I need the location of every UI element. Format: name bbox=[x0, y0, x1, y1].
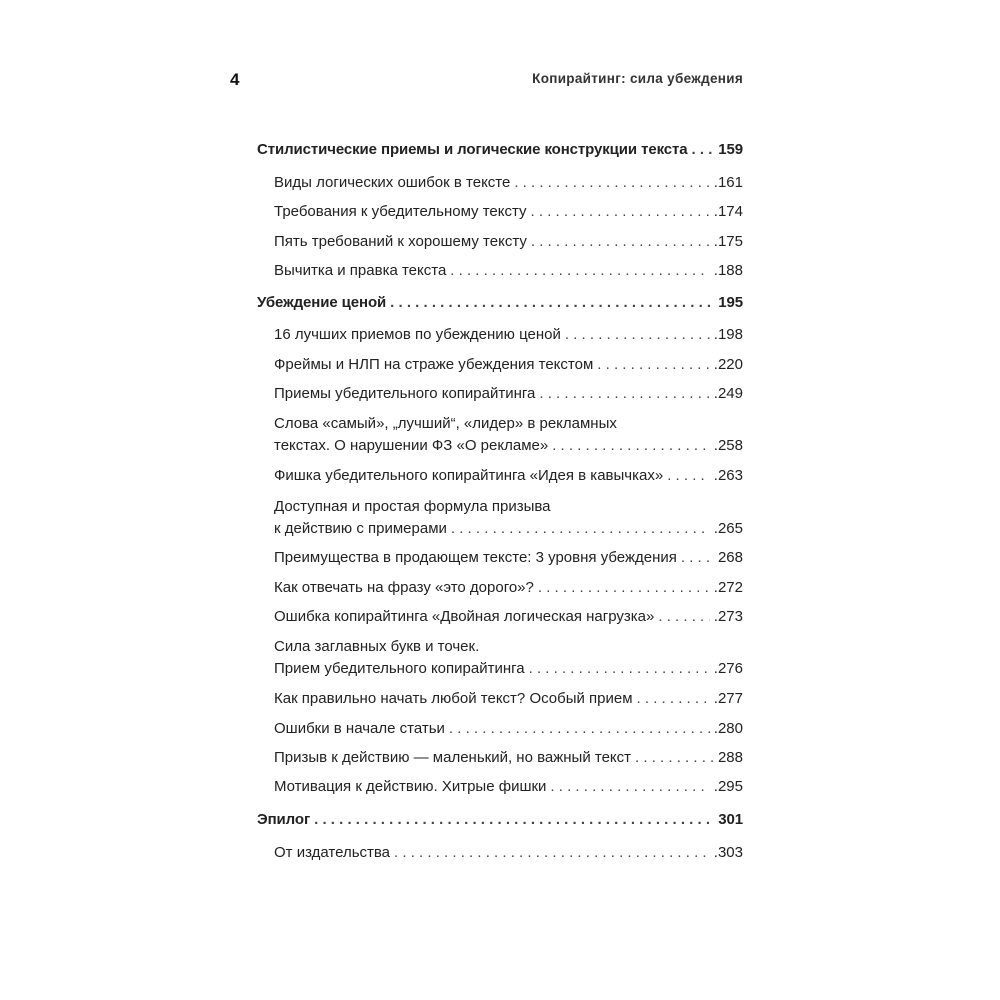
toc-title-line1: Доступная и простая формула призыва bbox=[274, 498, 551, 515]
toc-page: .280 bbox=[713, 720, 743, 737]
toc-page: .175 bbox=[713, 233, 743, 250]
toc-leader bbox=[552, 435, 710, 457]
toc-section-epilogue[interactable] bbox=[257, 809, 743, 831]
toc-page: 301 bbox=[718, 811, 743, 828]
toc-item[interactable] bbox=[274, 606, 743, 628]
toc-page: .258 bbox=[713, 437, 743, 454]
toc-title: Преимущества в продающем тексте: 3 уровня убеждения bbox=[274, 549, 677, 566]
toc-item[interactable] bbox=[274, 354, 743, 376]
toc-page: .303 bbox=[713, 844, 743, 861]
toc-title: Прием убедительного копирайтинга bbox=[274, 660, 525, 677]
toc-item[interactable] bbox=[274, 383, 743, 405]
toc-leader bbox=[637, 688, 710, 710]
toc-leader bbox=[692, 139, 715, 161]
toc-item[interactable] bbox=[274, 465, 743, 487]
toc-page: .198 bbox=[713, 326, 743, 343]
toc-title: Как правильно начать любой текст? Особый прием bbox=[274, 690, 633, 707]
running-title: Копирайтинг: сила убеждения bbox=[532, 71, 743, 86]
toc-title: Ошибка копирайтинга «Двойная логическая нагрузка» bbox=[274, 608, 655, 625]
toc-page: .265 bbox=[713, 520, 743, 537]
toc-title: Как отвечать на фразу «это дорого»? bbox=[274, 579, 534, 596]
toc-leader bbox=[531, 231, 710, 253]
toc-section-price[interactable] bbox=[257, 292, 743, 314]
toc-title: Мотивация к действию. Хитрые фишки bbox=[274, 778, 547, 795]
toc-page: .276 bbox=[713, 660, 743, 677]
toc-page: 268 bbox=[717, 549, 743, 566]
toc-title: Приемы убедительного копирайтинга bbox=[274, 385, 536, 402]
toc-leader bbox=[565, 324, 710, 346]
toc-leader bbox=[514, 172, 709, 194]
toc-title: к действию с примерами bbox=[274, 520, 447, 537]
toc-leader bbox=[390, 292, 714, 314]
toc-item[interactable] bbox=[274, 260, 743, 282]
toc-leader bbox=[451, 518, 710, 540]
toc-page: .188 bbox=[713, 262, 743, 279]
toc-item[interactable] bbox=[274, 201, 743, 223]
toc-title-line1: Слова «самый», „лучший“, «лидер» в рекламных bbox=[274, 415, 617, 432]
toc-item[interactable] bbox=[274, 747, 743, 769]
toc-leader bbox=[449, 718, 710, 740]
toc-page: .161 bbox=[713, 174, 743, 191]
toc-item[interactable] bbox=[274, 577, 743, 599]
toc-item[interactable] bbox=[274, 636, 743, 680]
toc-leader bbox=[314, 809, 714, 831]
toc-leader bbox=[597, 354, 710, 376]
toc-item[interactable] bbox=[274, 688, 743, 710]
toc-item[interactable] bbox=[274, 496, 743, 540]
toc-item[interactable] bbox=[274, 718, 743, 740]
toc-title: Пять требований к хорошему тексту bbox=[274, 233, 527, 250]
toc-title: 16 лучших приемов по убеждению ценой bbox=[274, 326, 561, 343]
toc-page: .263 bbox=[713, 467, 743, 484]
toc-page: 159 bbox=[718, 141, 743, 158]
toc-page: .273 bbox=[713, 608, 743, 625]
toc-item[interactable] bbox=[274, 413, 743, 457]
toc-item[interactable] bbox=[274, 547, 743, 569]
toc-page: 288 bbox=[717, 749, 743, 766]
toc-leader bbox=[538, 577, 710, 599]
page-number: 4 bbox=[230, 70, 240, 89]
toc-page: .272 bbox=[713, 579, 743, 596]
toc-leader bbox=[635, 747, 714, 769]
toc-leader bbox=[394, 842, 710, 864]
toc-title: Ошибки в начале статьи bbox=[274, 720, 445, 737]
toc-title: От издательства bbox=[274, 844, 391, 861]
toc-item[interactable] bbox=[274, 842, 743, 864]
toc-title: Фишка убедительного копирайтинга «Идея в кавычках» bbox=[274, 467, 664, 484]
toc-page: .295 bbox=[713, 778, 743, 795]
toc-item[interactable] bbox=[274, 231, 743, 253]
toc-title: Вычитка и правка текста bbox=[274, 262, 447, 279]
toc-title-line1: Сила заглавных букв и точек. bbox=[274, 638, 480, 655]
toc-item[interactable] bbox=[274, 324, 743, 346]
toc-item[interactable] bbox=[274, 172, 743, 194]
toc-section-stylistic[interactable] bbox=[257, 139, 743, 161]
toc-leader bbox=[658, 606, 709, 628]
toc-title: Фреймы и НЛП на страже убеждения текстом bbox=[274, 356, 594, 373]
toc-leader bbox=[681, 547, 714, 569]
toc-leader bbox=[539, 383, 709, 405]
toc-title: Убеждение ценой bbox=[257, 294, 387, 311]
toc-title: Эпилог bbox=[257, 811, 311, 828]
toc-leader bbox=[529, 658, 710, 680]
toc-title: Требования к убедительному тексту bbox=[274, 203, 527, 220]
toc-page: .220 bbox=[713, 356, 743, 373]
toc-page: .277 bbox=[713, 690, 743, 707]
toc-title: текстах. О нарушении ФЗ «О рекламе» bbox=[274, 437, 549, 454]
toc-leader bbox=[450, 260, 710, 282]
toc-title: Виды логических ошибок в тексте bbox=[274, 174, 511, 191]
toc-page: .249 bbox=[713, 385, 743, 402]
toc-page: 195 bbox=[718, 294, 743, 311]
toc-page: .174 bbox=[713, 203, 743, 220]
toc-title: Стилистические приемы и логические конструкции текста bbox=[257, 141, 688, 158]
toc-leader bbox=[531, 201, 710, 223]
toc-title: Призыв к действию — маленький, но важный текст bbox=[274, 749, 632, 766]
toc-item[interactable] bbox=[274, 776, 743, 798]
toc-leader bbox=[667, 465, 710, 487]
toc-leader bbox=[550, 776, 709, 798]
